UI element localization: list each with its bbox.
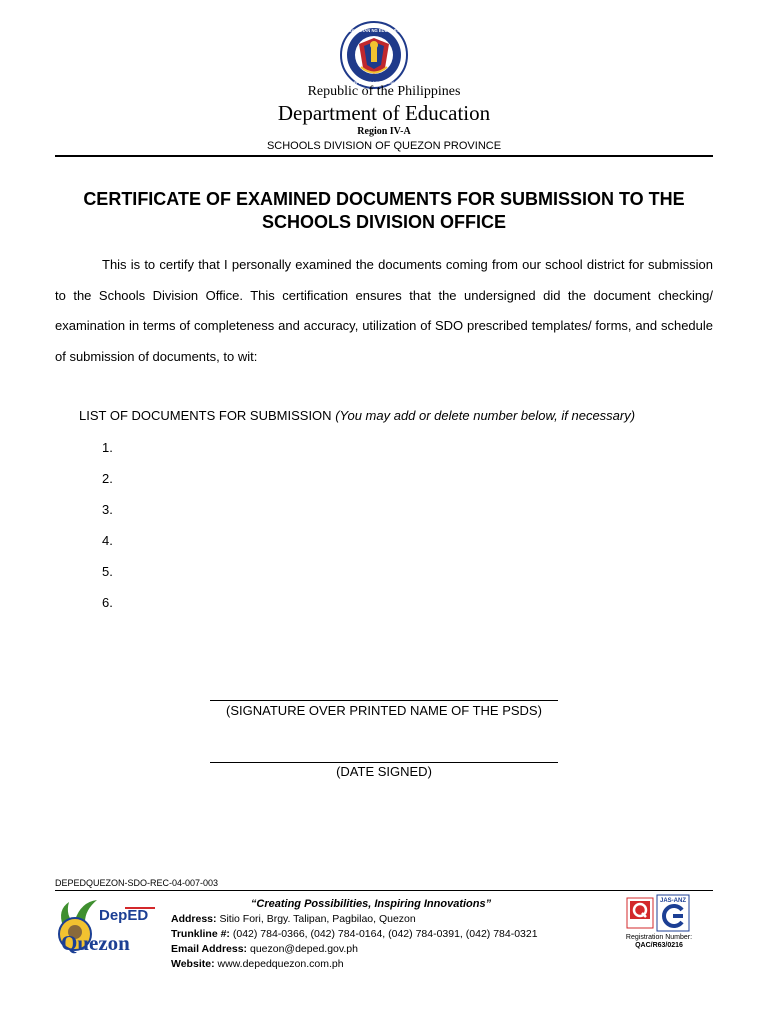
list-heading-note: (You may add or delete number below, if necessary) <box>335 408 636 423</box>
region-heading: Region IV-A <box>357 126 411 137</box>
trunkline-value: (042) 784-0366, (042) 784-0164, (042) 784-0391, (042) 784-0321 <box>232 928 538 940</box>
logo-text-top: DepED <box>99 907 149 924</box>
footer-website <box>171 958 344 970</box>
registration-label: Registration Number: <box>625 934 693 941</box>
list-item: 1. <box>102 440 113 455</box>
footer-email <box>171 943 358 955</box>
footer-address <box>171 913 416 925</box>
signature-line[interactable] <box>210 700 558 701</box>
date-signed-line[interactable] <box>210 762 558 763</box>
list-heading-label: LIST OF DOCUMENTS FOR SUBMISSION <box>79 408 332 423</box>
list-item: 6. <box>102 595 113 610</box>
seal-text-top: KAGAWARAN NG EDUKASYON <box>342 28 406 33</box>
date-signed-label: (DATE SIGNED) <box>336 764 432 779</box>
list-item: 5. <box>102 564 113 579</box>
address-value: Sitio Fori, Brgy. Talipan, Pagbilao, Quezon <box>219 913 416 925</box>
list-item: 2. <box>102 471 113 486</box>
list-item: 3. <box>102 502 113 517</box>
iso-certification-icon <box>626 894 690 934</box>
republic-heading: Republic of the Philippines <box>307 84 461 99</box>
website-value[interactable]: www.depedquezon.com.ph <box>217 958 344 970</box>
footer-divider <box>55 890 713 891</box>
website-label: Website: <box>171 958 215 970</box>
signature-label: (SIGNATURE OVER PRINTED NAME OF THE PSDS) <box>226 703 542 718</box>
cert-mark-text: JAS-ANZ <box>659 898 687 904</box>
footer-trunkline <box>171 928 538 940</box>
logo-text-bottom: Quezon <box>61 931 130 955</box>
deped-seal-icon <box>337 20 411 90</box>
certification-paragraph: This is to certify that I personally examined the documents coming from our school district for submission to the Schools Division Office. This certification ensures that the undersigned did the document checking/ examination in terms of completeness and accuracy, utilization of SDO prescribed templates/ forms, and schedule of submission of documents, to wit: <box>55 257 713 364</box>
tagline: “Creating Possibilities, Inspiring Innovations” <box>250 898 492 910</box>
document-list-heading <box>79 408 635 423</box>
division-heading: SCHOOLS DIVISION OF QUEZON PROVINCE <box>266 140 502 152</box>
address-label: Address: <box>171 913 217 925</box>
registration-number <box>614 934 704 950</box>
email-label: Email Address: <box>171 943 248 955</box>
registration-value: QAC/R63/0216 <box>635 942 683 949</box>
list-item: 4. <box>102 533 113 548</box>
email-value[interactable]: quezon@deped.gov.ph <box>249 943 358 955</box>
department-heading: Department of Education <box>277 101 491 125</box>
trunkline-label: Trunkline #: <box>171 928 230 940</box>
certificate-title: CERTIFICATE OF EXAMINED DOCUMENTS FOR SUBMISSION TO THE SCHOOLS DIVISION OFFICE <box>83 189 685 232</box>
seal-text-bottom: REPUBLIKA NG PILIPINAS <box>351 81 397 85</box>
deped-quezon-logo-icon <box>55 896 159 958</box>
document-code: DEPEDQUEZON-SDO-REC-04-007-003 <box>55 878 219 888</box>
header-divider <box>55 155 713 157</box>
